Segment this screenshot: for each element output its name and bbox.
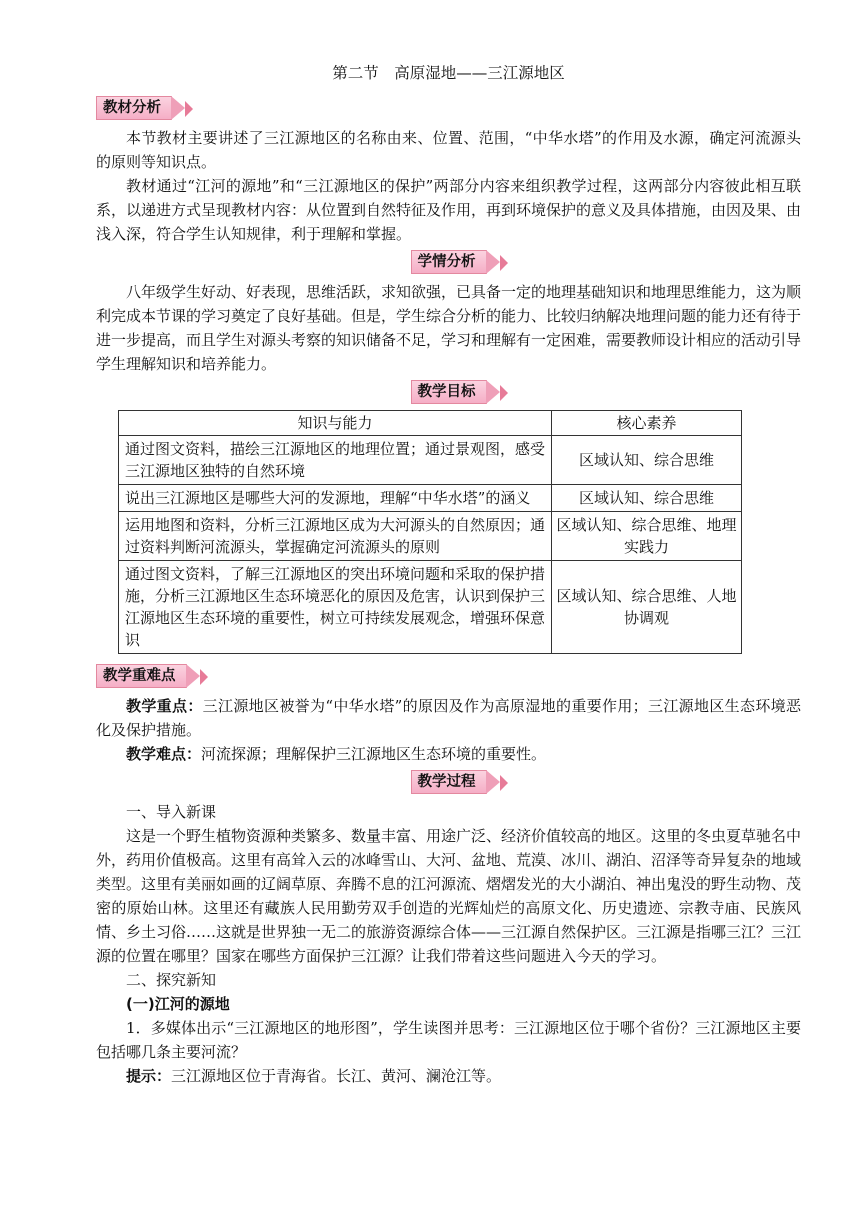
paragraph: 这是一个野生植物资源种类繁多、数量丰富、用途广泛、经济价值较高的地区。这里的冬虫夏草驰名中外，药用价值极高。这里有高耸入云的冰峰雪山、大河、盆地、荒漠、冰川、湖泊、沼泽等奇异复杂的地域类型。这里有美丽如画的辽阔草原、奔腾不息的江河源流、熠熠发光的大小湖泊、神出鬼没的野生动物、茂密的原始山林。这里还有藏族人民用勤劳双手创造的光辉灿烂的高原文化、历史遗迹、宗教寺庙、民族风情、乡土习俗……这就是世界独一无二的旅游资源综合体——三江源自然保护区。三江源是指哪三江？三江源的位置在哪里？国家在哪些方面保护三江源？让我们带着这些问题进入今天的学习。 bbox=[96, 827, 802, 965]
page-title: 第二节 高原湿地——三江源地区 bbox=[332, 64, 565, 82]
focus-text: 三江源地区被誉为“中华水塔”的原因及作为高原湿地的重要作用；三江源地区生态环境恶化及保护措施。 bbox=[96, 697, 801, 739]
section-badge-keypoints: 教学重难点 bbox=[96, 664, 187, 688]
focus-label: 教学重点： bbox=[126, 697, 203, 715]
section-header-process bbox=[96, 768, 801, 796]
difficulty-text: 河流探源；理解保护三江源地区生态环境的重要性。 bbox=[201, 745, 547, 763]
section-badge-goals: 教学目标 bbox=[411, 380, 487, 404]
section-badge-students: 学情分析 bbox=[411, 250, 487, 274]
step-heading: 一、导入新课 bbox=[126, 803, 217, 821]
table-cell-literacy: 区域认知、综合思维 bbox=[552, 436, 742, 485]
table-cell-knowledge: 说出三江源地区是哪些大河的发源地，理解“中华水塔”的涵义 bbox=[119, 485, 552, 512]
paragraph: 教材通过“江河的源地”和“三江源地区的保护”两部分内容来组织教学过程，这两部分内容彼此相互联系，以递进方式呈现教材内容：从位置到自然特征及作用，再到环境保护的意义及具体措施，由因及果、由浅入深，符合学生认知规律，利于理解和掌握。 bbox=[96, 177, 802, 243]
subsection-heading bbox=[96, 992, 801, 1016]
hint-paragraph bbox=[96, 1064, 801, 1088]
table-cell-knowledge: 通过图文资料，描绘三江源地区的地理位置；通过景观图，感受三江源地区独特的自然环境 bbox=[119, 436, 552, 485]
goals-table bbox=[118, 410, 742, 654]
table-header-knowledge: 知识与能力 bbox=[119, 411, 552, 436]
section-header-material bbox=[96, 94, 801, 122]
paragraph: 八年级学生好动、好表现，思维活跃，求知欲强，已具备一定的地理基础知识和地理思维能力，这为顺利完成本节课的学习奠定了良好基础。但是，学生综合分析的能力、比较归纳解决地理问题的能力还有待于进一步提高，而且学生对源头考察的知识储备不足，学习和理解有一定困难，需要教师设计相应的活动引导学生理解知识和培养能力。 bbox=[96, 283, 802, 373]
table-row bbox=[119, 561, 742, 654]
table-row bbox=[119, 485, 742, 512]
table-cell-literacy: 区域认知、综合思维 bbox=[552, 485, 742, 512]
subsection-title: (一)江河的源地 bbox=[126, 995, 230, 1013]
document-page bbox=[96, 62, 801, 1088]
section-badge-material: 教材分析 bbox=[96, 96, 172, 120]
section-header-keypoints bbox=[96, 662, 801, 690]
table-cell-knowledge: 运用地图和资料，分析三江源地区成为大河源头的自然原因；通过资料判断河流源头，掌握确定河流源头的原则 bbox=[119, 512, 552, 561]
table-row bbox=[119, 436, 742, 485]
table-row bbox=[119, 512, 742, 561]
table-cell-literacy: 区域认知、综合思维、地理实践力 bbox=[552, 512, 742, 561]
section-badge-process: 教学过程 bbox=[411, 770, 487, 794]
paragraph: 本节教材主要讲述了三江源地区的名称由来、位置、范围，“中华水塔”的作用及水源，确定河流源头的原则等知识点。 bbox=[96, 129, 801, 171]
table-header-row bbox=[119, 411, 742, 436]
step-heading: 二、探究新知 bbox=[126, 971, 217, 989]
table-cell-literacy: 区域认知、综合思维、人地协调观 bbox=[552, 561, 742, 654]
section-header-students bbox=[96, 248, 801, 276]
difficulty-label: 教学难点： bbox=[126, 745, 202, 763]
hint-label: 提示： bbox=[126, 1067, 172, 1085]
section-header-goals bbox=[96, 378, 801, 406]
focus-paragraph bbox=[96, 694, 801, 742]
hint-text: 三江源地区位于青海省。长江、黄河、澜沧江等。 bbox=[171, 1067, 502, 1085]
difficulty-paragraph bbox=[96, 742, 801, 766]
paragraph: 1．多媒体出示“三江源地区的地形图”，学生读图并思考：三江源地区位于哪个省份？三江源地区主要包括哪几条主要河流？ bbox=[96, 1019, 801, 1061]
table-header-literacy: 核心素养 bbox=[552, 411, 742, 436]
table-cell-knowledge: 通过图文资料，了解三江源地区的突出环境问题和采取的保护措施，分析三江源地区生态环境恶化的原因及危害，认识到保护三江源地区生态环境的重要性，树立可持续发展观念，增强环保意识 bbox=[119, 561, 552, 654]
